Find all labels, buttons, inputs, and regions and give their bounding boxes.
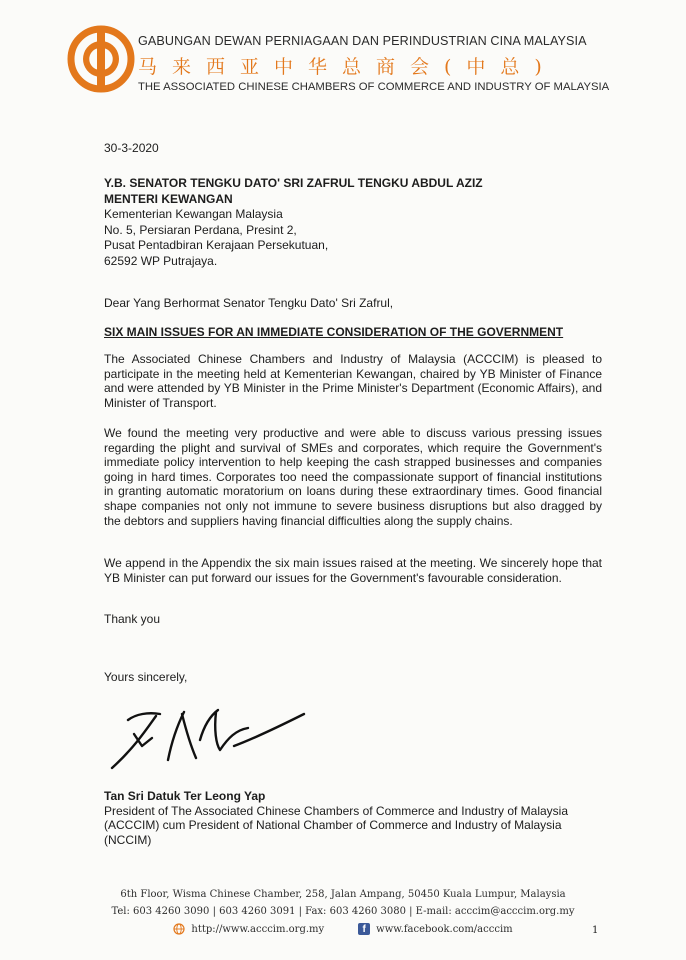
addressee-block [104,176,483,269]
facebook-link[interactable]: www.facebook.com/acccim [376,923,513,935]
footer-address: 6th Floor, Wisma Chinese Chamber, 258, Jalan Ampang, 50450 Kuala Lumpur, Malaysia [120,889,566,900]
page-number: 1 [592,925,599,936]
signer-block [104,789,604,847]
org-name-malay: GABUNGAN DEWAN PERNIAGAAN DAN PERINDUSTRIAN CINA MALAYSIA [138,34,587,48]
org-name-english: THE ASSOCIATED CHINESE CHAMBERS OF COMMERCE AND INDUSTRY OF MALAYSIA [138,81,610,93]
body-paragraph: The Associated Chinese Chambers and Industry of Malaysia (ACCCIM) is pleased to participate in the meeting held at Kementerian Kewangan, chaired by YB Minister of Finance and were attended by YB Minister in the Prime Minister's Department (Economic Affairs), and Minister of Transport. [104,352,602,410]
letterhead [138,34,668,93]
thanks-line: Thank you [104,612,161,626]
org-name-chinese: 马来西亚中华总商会(中总) [138,56,557,78]
footer-web [0,923,686,935]
addressee-line: Pusat Pentadbiran Kerajaan Persekutuan, [104,238,329,252]
facebook-icon: f [358,923,370,935]
addressee-line: 62592 WP Putrajaya. [104,253,218,268]
letter-date: 30-3-2020 [104,141,159,155]
letter-footer [0,889,686,935]
signer-name: Tan Sri Datuk Ter Leong Yap [104,789,266,803]
body-paragraph: We found the meeting very productive and were able to discuss various pressing issues regarding the plight and survival of SMEs and corporates, which require the Government's immediate policy intervention to help keeping the cash strapped businesses and companies going in hard times. Corporates too need the compassionate support of financial institutions in granting automatic moratorium on loans during these extraordinary times. Good financial shape companies not only not immune to severe business disruptions but also dragged by the debtors and suppliers having financial difficulties along the supply chains. [104,426,602,528]
acccim-logo-icon [66,24,136,94]
addressee-title: MENTERI KEWANGAN [104,191,233,206]
subject-line: SIX MAIN ISSUES FOR AN IMMEDIATE CONSIDERATION OF THE GOVERNMENT [104,325,564,339]
signer-title: President of The Associated Chinese Chambers of Commerce and Industry of Malaysia (ACCCIM) cum President of National Chamber of Commerce and Industry of Malaysia (NCCIM) [104,803,569,847]
salutation: Dear Yang Berhormat Senator Tengku Dato' Sri Zafrul, [104,296,394,310]
addressee-line: No. 5, Persiaran Perdana, Presint 2, [104,222,297,237]
body-paragraph: We append in the Appendix the six main issues raised at the meeting. We sincerely hope that YB Minister can put forward our issues for the Government's favourable consideration. [104,556,602,585]
handwritten-signature [108,700,318,774]
addressee-name: Y.B. SENATOR TENGKU DATO' SRI ZAFRUL TENGKU ABDUL AZIZ [104,176,483,190]
globe-icon [173,923,185,935]
footer-contact: Tel: 603 4260 3090 | 603 4260 3091 | Fax: 603 4260 3080 | E-mail: acccim@acccim.org.my [111,906,575,917]
closing-line: Yours sincerely, [104,670,188,684]
website-link[interactable]: http://www.acccim.org.my [191,923,325,935]
addressee-line: Kementerian Kewangan Malaysia [104,207,283,221]
